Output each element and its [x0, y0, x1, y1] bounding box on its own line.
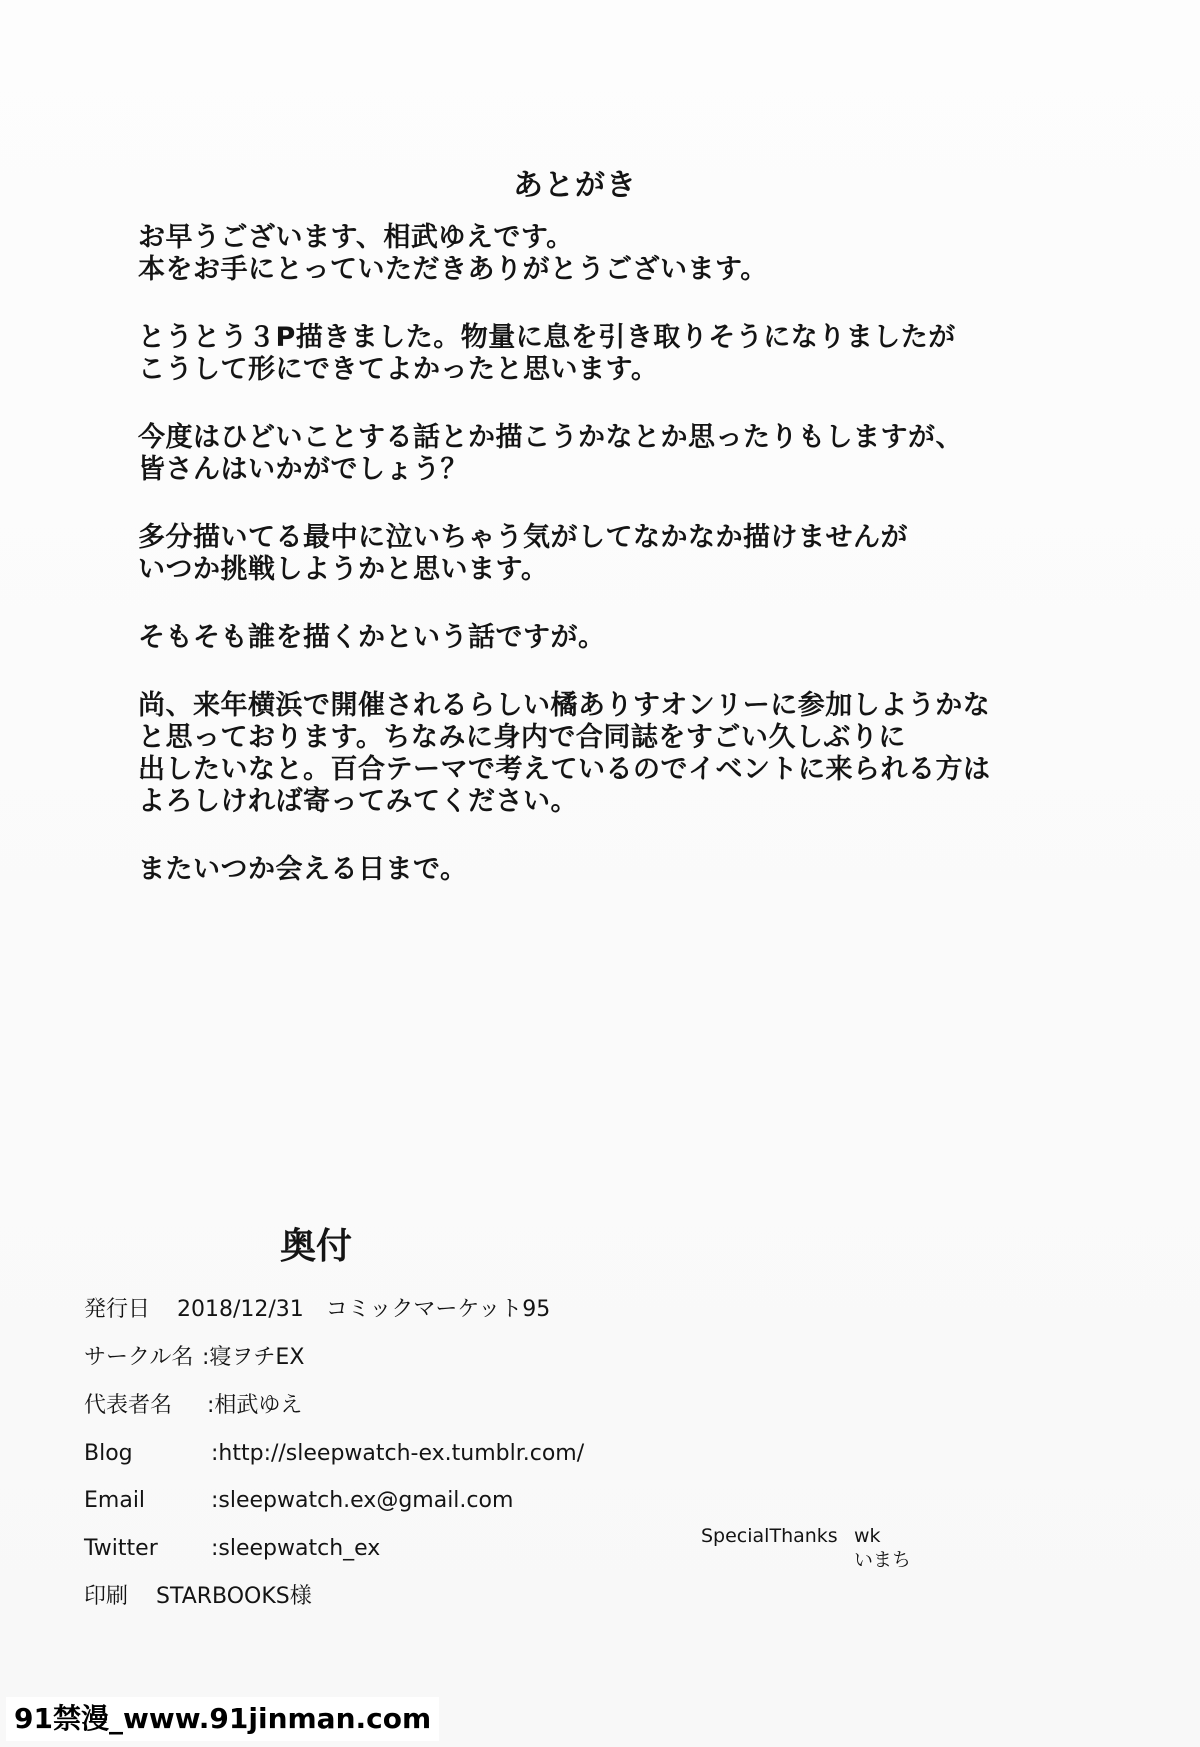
afterword-line: 皆さんはいかがでしょう？: [138, 454, 468, 485]
colophon-label: 印刷: [84, 1584, 129, 1609]
afterword-paragraph: [138, 222, 1068, 286]
afterword-line: とうとう３P描きました。物量に息を引き取りそうになりましたが: [138, 322, 956, 353]
afterword-paragraph: [138, 322, 1068, 386]
afterword-line: いつか挑戦しようかと思います。: [138, 554, 549, 585]
afterword-line: そもそも誰を描くかという話ですが。: [138, 622, 606, 653]
afterword-body: [138, 222, 1068, 922]
email-link[interactable]: :sleepwatch.ex@gmail.com: [211, 1488, 514, 1513]
afterword-line: 出したいなと。百合テーマで考えているのでイベントに来られる方は: [138, 754, 991, 785]
special-thanks-name: いまち: [854, 1549, 912, 1571]
afterword-line: 尚、来年横浜で開催されるらしい橘ありすオンリーに参加しようかな: [138, 690, 991, 721]
afterword-line: 今度はひどいことする話とか描こうかなとか思ったりもしますが、: [138, 422, 963, 453]
afterword-line: 本をお手にとっていただきありがとうございます。: [138, 254, 768, 285]
special-thanks-label: SpecialThanks: [701, 1525, 838, 1547]
afterword-paragraph: [138, 622, 1068, 654]
colophon-label: Blog: [84, 1441, 133, 1466]
colophon-value: :寝ヲチEX: [202, 1345, 305, 1370]
colophon-value: 2018/12/31 コミックマーケット95: [177, 1297, 551, 1322]
special-thanks-name: wk: [854, 1525, 881, 1547]
afterword-paragraph: [138, 522, 1068, 586]
special-thanks: [701, 1524, 912, 1571]
afterword-line: 多分描いてる最中に泣いちゃう気がしてなかなか描けませんが: [138, 522, 908, 553]
afterword-line: よろしければ寄ってみてください。: [138, 786, 578, 817]
afterword-line: またいつか会える日まで。: [138, 854, 468, 885]
colophon-label: Email: [84, 1488, 146, 1513]
afterword-line: こうして形にできてよかったと思います。: [138, 354, 659, 385]
afterword-paragraph: [138, 690, 1068, 818]
colophon-label: 発行日: [84, 1297, 151, 1322]
twitter-handle: :sleepwatch_ex: [211, 1536, 381, 1561]
afterword-paragraph: [138, 854, 1068, 886]
afterword-title: あとがき: [513, 168, 637, 203]
colophon-value: :相武ゆえ: [207, 1393, 303, 1418]
blog-link[interactable]: :http://sleepwatch-ex.tumblr.com/: [211, 1441, 585, 1466]
colophon-label: Twitter: [84, 1536, 158, 1561]
afterword-line: お早うございます、相武ゆえです。: [138, 222, 574, 253]
colophon-title: 奥付: [280, 1226, 353, 1267]
colophon-label: 代表者名: [84, 1393, 173, 1418]
afterword-paragraph: [138, 422, 1068, 486]
colophon-label: サークル名: [84, 1345, 194, 1370]
colophon-value: STARBOOKS様: [156, 1584, 312, 1609]
watermark-banner: 91禁漫_www.91jinman.com: [6, 1697, 439, 1741]
afterword-line: と思っております。ちなみに身内で合同誌をすごい久しぶりに: [138, 722, 906, 753]
